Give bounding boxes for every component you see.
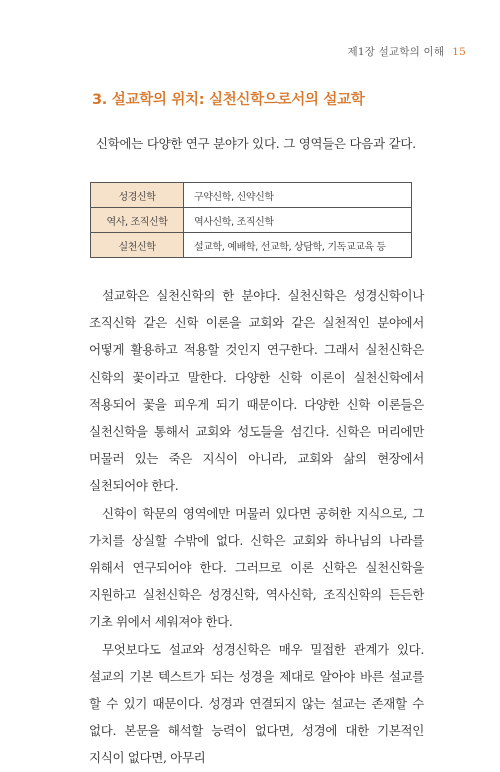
paragraph: 무엇보다도 설교와 성경신학은 매우 밀접한 관계가 있다. 설교의 기본 텍스트가 되는 성경을 제대로 알아야 바른 설교를 할 수 있기 때문이다. 성경과 연결되지 않는 설교는 존재할 수 없다. 본문을 해석할 능력이 없다면, 성경에 대한 기본적인 지식이 없다면, 아무리 [89,641,424,766]
table-row [91,183,412,208]
running-header [348,44,466,59]
intro-sentence: 신학에는 다양한 연구 분야가 있다. 그 영역들은 다음과 같다. [96,136,416,151]
paragraph: 신학이 학문의 영역에만 머물러 있다면 공허한 지식으로, 그 가치를 상실할 수밖에 없다. 신학은 교회와 하나님의 나라를 위해서 연구되어야 한다. 그러므로 이론 신학은 실천신학을 지원하고 실천신학은 성경신학, 역사신학, 조직신학의 든든한 기초 위에서 세워져야 한다. [89,505,424,630]
table-category-cell: 역사, 조직신학 [91,208,184,233]
table-category-cell: 실천신학 [91,233,184,258]
page-number: 15 [452,46,466,58]
table-subjects-cell: 설교학, 예배학, 선교학, 상담학, 기독교교육 등 [184,233,412,258]
table-row [91,233,412,258]
chapter-title: 제1장 설교학의 이해 [347,46,445,58]
theology-fields-table [90,182,412,258]
body-text [89,282,424,772]
section-title: 3. 설교학의 위치: 실천신학으로서의 설교학 [92,92,365,108]
table-subjects-cell: 역사신학, 조직신학 [184,208,412,233]
paragraph: 설교학은 실천신학의 한 분야다. 실천신학은 성경신학이나 조직신학 같은 신학 이론을 교회와 같은 실천적인 분야에서 어떻게 활용하고 적용할 것인지 연구한다. 그래서 실천신학은 신학의 꽃이라고 말한다. 다양한 신학 이론이 실천신학에서 적용되어 꽃을 피우게 되기 때문이다. 다양한 신학 이론들은 실천신학을 통해서 교회와 성도들을 섬긴다. 신학은 머리에만 머물러 있는 죽은 지식이 아니라, 교회와 삶의 현장에서 실천되어야 한다. [89,288,424,494]
table-row [91,208,412,233]
table-category-cell: 성경신학 [91,183,184,208]
table-subjects-cell: 구약신학, 신약신학 [184,183,412,208]
